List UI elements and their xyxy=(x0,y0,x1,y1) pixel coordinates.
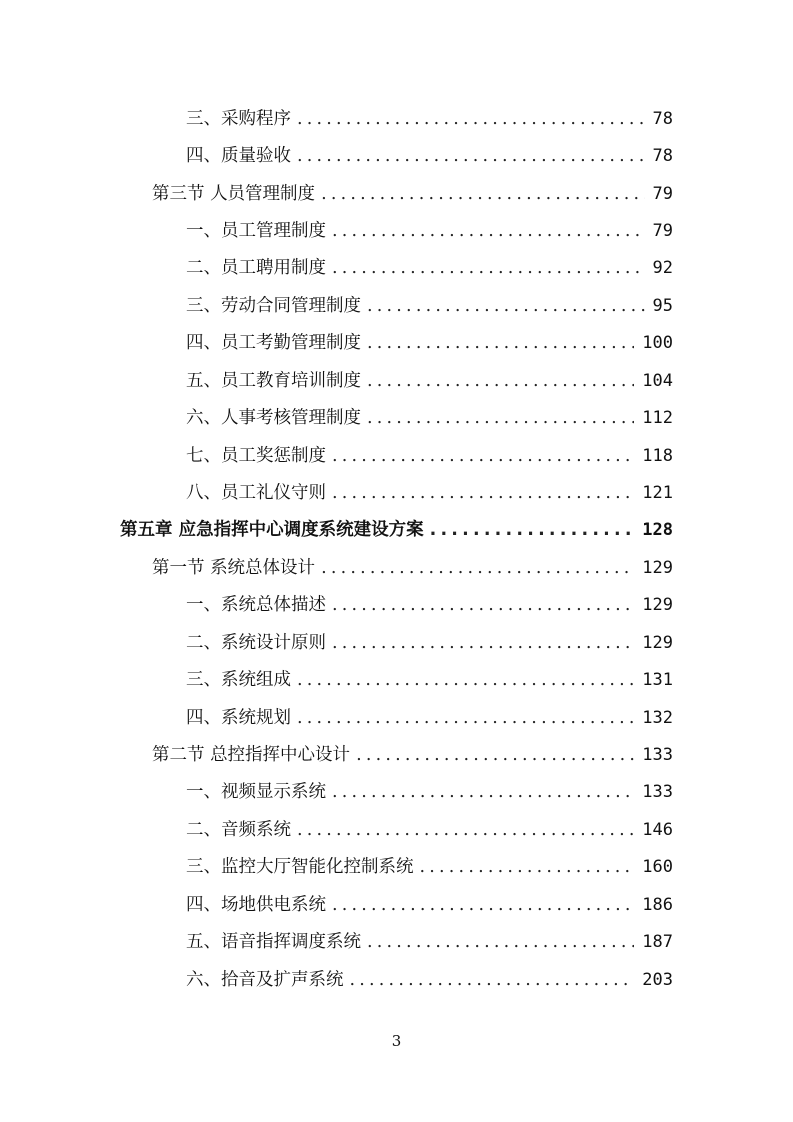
toc-entry[interactable] xyxy=(186,852,673,882)
toc-entry-title: 第二节 总控指挥中心设计 xyxy=(152,745,351,765)
toc-leader-dots xyxy=(332,890,634,920)
toc-entry-title: 七、员工奖惩制度 xyxy=(186,446,326,466)
toc-entry-title: 三、系统组成 xyxy=(186,670,291,690)
toc-entry-page: 129 xyxy=(642,595,673,615)
toc-entry-page: 104 xyxy=(642,371,673,391)
toc-entry-title: 八、员工礼仪守则 xyxy=(186,483,326,503)
toc-entry[interactable] xyxy=(186,777,673,807)
toc-entry-title: 一、员工管理制度 xyxy=(186,221,326,241)
toc-entry-title: 六、拾音及扩声系统 xyxy=(186,970,344,990)
toc-leader-dots xyxy=(332,253,645,283)
toc-leader-dots xyxy=(297,141,645,171)
toc-entry-title: 四、场地供电系统 xyxy=(186,895,326,915)
toc-entry-title: 四、员工考勤管理制度 xyxy=(186,333,361,353)
toc-entry-title: 第一节 系统总体设计 xyxy=(152,558,316,578)
toc-entry-page: 160 xyxy=(642,857,673,877)
toc-entry-page: 79 xyxy=(652,184,673,204)
toc-leader-dots xyxy=(332,590,634,620)
toc-entry-title: 四、质量验收 xyxy=(186,146,291,166)
toc-leader-dots xyxy=(367,328,634,358)
toc-entry-title: 三、采购程序 xyxy=(186,109,291,129)
toc-entry-title: 五、语音指挥调度系统 xyxy=(186,932,361,952)
toc-entry[interactable] xyxy=(186,441,673,471)
toc-entry-title: 五、员工教育培训制度 xyxy=(186,371,361,391)
toc-chapter-entry[interactable] xyxy=(120,515,673,545)
toc-entry[interactable] xyxy=(186,253,673,283)
toc-leader-dots xyxy=(350,965,635,995)
toc-entry-page: 128 xyxy=(642,520,673,540)
toc-leader-dots xyxy=(332,777,634,807)
toc-leader-dots xyxy=(332,628,634,658)
toc-entry-title: 二、音频系统 xyxy=(186,820,291,840)
toc-entry-page: 129 xyxy=(642,558,673,578)
toc-entry-page: 78 xyxy=(652,109,673,129)
toc-leader-dots xyxy=(367,403,634,433)
toc-leader-dots xyxy=(420,852,635,882)
toc-entry[interactable] xyxy=(152,179,673,209)
toc-leader-dots xyxy=(332,441,634,471)
toc-entry-title: 四、系统规划 xyxy=(186,708,291,728)
page-number: 3 xyxy=(391,1032,402,1050)
toc-leader-dots xyxy=(367,291,645,321)
toc-leader-dots xyxy=(297,665,634,695)
toc-entry[interactable] xyxy=(186,703,673,733)
toc-entry[interactable] xyxy=(186,628,673,658)
toc-entry[interactable] xyxy=(186,216,673,246)
toc-leader-dots xyxy=(297,104,645,134)
toc-entry[interactable] xyxy=(186,815,673,845)
toc-entry-page: 187 xyxy=(642,932,673,952)
toc-leader-dots xyxy=(297,703,634,733)
toc-entry-page: 132 xyxy=(642,708,673,728)
toc-entry[interactable] xyxy=(186,965,673,995)
toc-entry[interactable] xyxy=(186,590,673,620)
toc-entry-page: 112 xyxy=(642,408,673,428)
toc-entry-page: 118 xyxy=(642,446,673,466)
toc-entry-page: 133 xyxy=(642,782,673,802)
toc-entry-page: 146 xyxy=(642,820,673,840)
toc-entry[interactable] xyxy=(186,665,673,695)
toc-entry-page: 133 xyxy=(642,745,673,765)
toc-entry-title: 三、监控大厅智能化控制系统 xyxy=(186,857,414,877)
toc-entry[interactable] xyxy=(186,104,673,134)
toc-entry[interactable] xyxy=(186,328,673,358)
toc-entry[interactable] xyxy=(152,553,673,583)
toc-entry[interactable] xyxy=(186,890,673,920)
toc-entry-page: 131 xyxy=(642,670,673,690)
toc-entry[interactable] xyxy=(186,291,673,321)
toc-leader-dots xyxy=(332,478,634,508)
toc-entry-page: 121 xyxy=(642,483,673,503)
toc-leader-dots xyxy=(332,216,645,246)
toc-entry[interactable] xyxy=(186,403,673,433)
toc-entry-title: 三、劳动合同管理制度 xyxy=(186,296,361,316)
toc-entry-title: 第五章 应急指挥中心调度系统建设方案 xyxy=(120,520,424,540)
toc-entry-title: 二、员工聘用制度 xyxy=(186,258,326,278)
toc-entry-title: 一、系统总体描述 xyxy=(186,595,326,615)
toc-entry-title: 第三节 人员管理制度 xyxy=(152,184,316,204)
toc-entry-title: 一、视频显示系统 xyxy=(186,782,326,802)
toc-entry-page: 78 xyxy=(652,146,673,166)
toc-entry-page: 92 xyxy=(652,258,673,278)
toc-leader-dots xyxy=(367,366,634,396)
toc-entry-page: 100 xyxy=(642,333,673,353)
toc-leader-dots xyxy=(356,740,634,770)
toc-entry-page: 203 xyxy=(642,970,673,990)
toc-entry-page: 95 xyxy=(652,296,673,316)
toc-entry[interactable] xyxy=(186,927,673,957)
toc-entry[interactable] xyxy=(186,478,673,508)
toc-leader-dots xyxy=(321,553,634,583)
toc-entry[interactable] xyxy=(186,141,673,171)
toc-entry-page: 186 xyxy=(642,895,673,915)
toc-entry-title: 六、人事考核管理制度 xyxy=(186,408,361,428)
toc-entry[interactable] xyxy=(186,366,673,396)
toc-entry-page: 129 xyxy=(642,633,673,653)
toc-entry[interactable] xyxy=(152,740,673,770)
toc-leader-dots xyxy=(367,927,634,957)
toc-leader-dots xyxy=(321,179,644,209)
toc-leader-dots xyxy=(430,515,635,545)
toc-entry-page: 79 xyxy=(652,221,673,241)
toc-entry-title: 二、系统设计原则 xyxy=(186,633,326,653)
toc-leader-dots xyxy=(297,815,634,845)
